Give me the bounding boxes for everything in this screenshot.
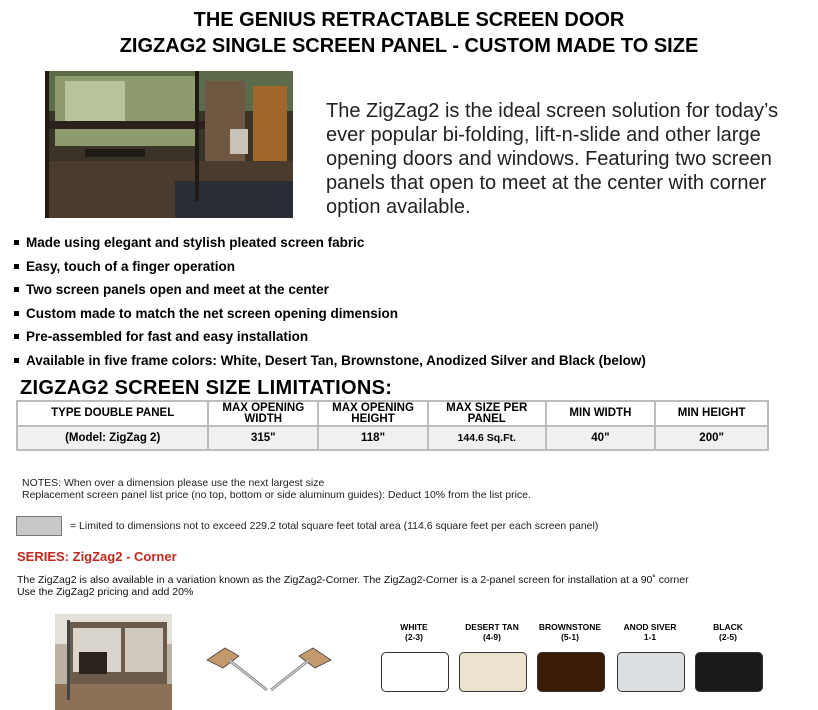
table-header: MAX SIZE PER PANEL xyxy=(428,401,546,426)
table-row xyxy=(17,426,768,450)
notes-line: NOTES: When over a dimension please use the next largest size xyxy=(22,477,325,489)
bullet-icon xyxy=(14,358,19,363)
color-option-white xyxy=(378,622,450,692)
color-code: 1-1 xyxy=(643,632,657,642)
table-header-row xyxy=(17,401,768,426)
list-item: Easy, touch of a finger operation xyxy=(14,257,646,281)
color-option-anod-silver xyxy=(614,622,686,692)
corner-frame-diagram xyxy=(205,636,333,696)
legend-swatch xyxy=(16,516,62,536)
patio-photo xyxy=(45,71,293,218)
series-line: Use the ZigZag2 pricing and add 20% xyxy=(17,586,194,598)
color-option-desert-tan xyxy=(456,622,528,692)
table-header: MIN HEIGHT xyxy=(655,401,768,426)
bullet-icon xyxy=(14,264,19,269)
color-swatch xyxy=(617,652,685,692)
intro-paragraph: The ZigZag2 is the ideal screen solution for today’s ever popular bi-folding, lift-n-slide and other large opening doors and windows. Featuring two screen panels that open to meet at the center with corner option available. xyxy=(326,100,779,218)
table-header: MAX OPENING WIDTH xyxy=(208,401,318,426)
notes-line: Replacement screen panel list price (no top, bottom or side aluminum guides): Deduct 10% from the list price. xyxy=(22,489,531,501)
size-limitations-table xyxy=(16,400,769,451)
table-header: MIN WIDTH xyxy=(546,401,656,426)
table-cell: 315" xyxy=(208,426,318,450)
page-title: THE GENIUS RETRACTABLE SCREEN DOOR xyxy=(193,9,625,31)
color-name: DESERT TAN xyxy=(465,622,519,632)
table-header: MAX OPENING HEIGHT xyxy=(318,401,428,426)
color-name: BROWNSTONE xyxy=(538,622,602,632)
color-swatch xyxy=(459,652,527,692)
color-name: BLACK xyxy=(713,622,743,632)
color-option-black xyxy=(692,622,764,692)
color-code: (2-3) xyxy=(405,632,423,642)
bullet-icon xyxy=(14,240,19,245)
list-item: Available in five frame colors: White, Desert Tan, Brownstone, Anodized Silver and Black (below) xyxy=(14,351,646,375)
color-name: WHITE xyxy=(400,622,428,632)
page-subtitle: ZIGZAG2 SINGLE SCREEN PANEL - CUSTOM MADE TO SIZE xyxy=(119,35,699,57)
color-swatch xyxy=(537,652,605,692)
list-item: Pre-assembled for fast and easy installation xyxy=(14,327,646,351)
list-item: Two screen panels open and meet at the center xyxy=(14,280,646,304)
corner-photo xyxy=(55,614,172,710)
color-swatch xyxy=(381,652,449,692)
color-code: (2-5) xyxy=(719,632,737,642)
color-code: (4-9) xyxy=(483,632,501,642)
bullet-icon xyxy=(14,287,19,292)
table-cell: 40" xyxy=(546,426,656,450)
notes xyxy=(22,477,531,501)
bullet-icon xyxy=(14,334,19,339)
color-swatch xyxy=(695,652,763,692)
table-cell: 118" xyxy=(318,426,428,450)
list-item: Made using elegant and stylish pleated screen fabric xyxy=(14,233,646,257)
list-item: Custom made to match the net screen opening dimension xyxy=(14,304,646,328)
series-title: SERIES: ZigZag2 - Corner xyxy=(17,549,177,564)
color-option-brownstone xyxy=(534,622,606,692)
series-line: The ZigZag2 is also available in a variation known as the ZigZag2-Corner. The ZigZag2-Corner is a 2-panel screen for installation at a 90˚ corner xyxy=(17,574,689,586)
color-name: ANOD SIVER xyxy=(623,622,677,632)
color-code: (5-1) xyxy=(561,632,579,642)
size-limitations-title: ZIGZAG2 SCREEN SIZE LIMITATIONS: xyxy=(20,377,393,399)
feature-list xyxy=(14,233,646,375)
table-header: TYPE DOUBLE PANEL xyxy=(17,401,208,426)
table-cell: (Model: ZigZag 2) xyxy=(17,426,208,450)
table-cell: 200" xyxy=(655,426,768,450)
table-cell: 144.6 Sq.Ft. xyxy=(428,426,546,450)
bullet-icon xyxy=(14,311,19,316)
series-description xyxy=(17,574,689,598)
legend-text: = Limited to dimensions not to exceed 229.2 total square feet total area (114.6 square feet per each screen panel) xyxy=(70,520,599,532)
